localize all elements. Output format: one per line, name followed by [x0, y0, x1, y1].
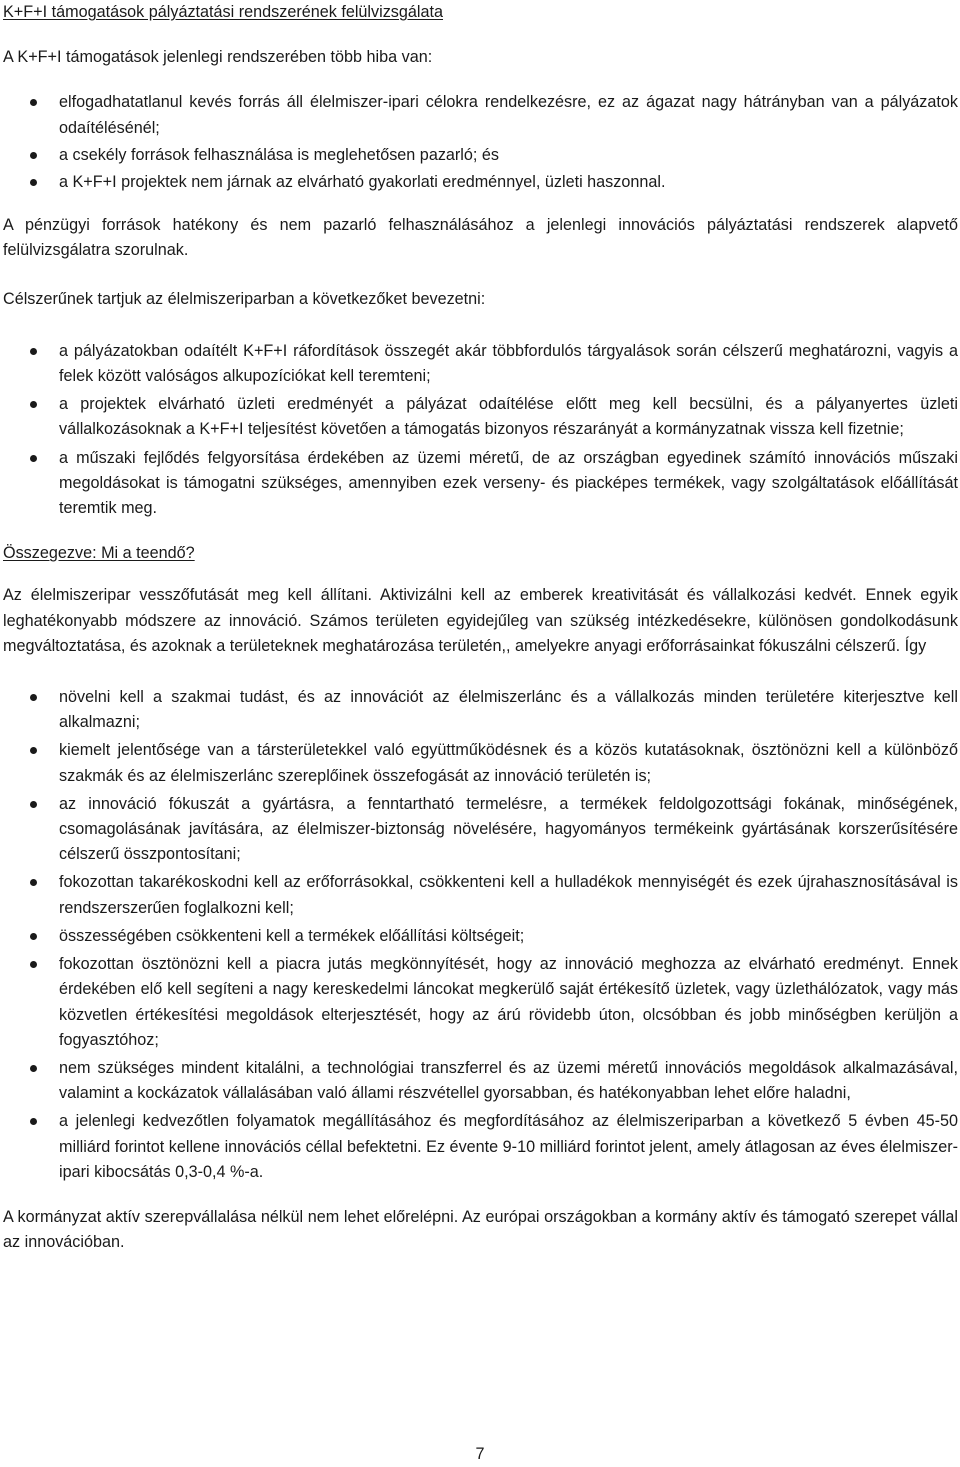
list-item: a pályázatokban odaítélt K+F+I ráfordítások összegét akár többfordulós tárgyalások során célszerű meghatározni, vagyis a felek között valóságos alkupozíciókat kell teremteni;	[3, 339, 958, 389]
page-number: 7	[475, 1445, 485, 1463]
list-item: növelni kell a szakmai tudást, és az innovációt az élelmiszerlánc és a vállalkozás minden területére kiterjesztve kell alkalmazni;	[3, 685, 958, 735]
summary-paragraph: Az élelmiszeripar vesszőfutását meg kell állítani. Aktivizálni kell az emberek kreativitását és vállalkozási kedvét. Ennek egyik leghatékonyabb módszere az innováció. Számos területen egyidejűleg van szükség intézkedésekre, különösen gondolkodásunk megváltoztatása, és azoknak a területeknek meghatározása területén,, amelyekre anyagi erőforrásainkat fókuszálni célszerű. Így	[3, 586, 958, 655]
list-item: fokozottan ösztönözni kell a piacra jutás megkönnyítését, hogy az innováció meghozza az elvárható eredményt. Ennek érdekében elő kell segíteni a nagy kereskedelmi láncokat megkerülő saját értékesítő üzletek, vagy üzlethálózatok, vagy más közvetlen értékesítési megoldások elterjesztését, hogy az árú rövidebb úton, olcsóbban és jobb minőségben kerüljön a fogyasztóhoz;	[3, 952, 958, 1053]
bullet-icon	[30, 879, 37, 886]
bullet-icon	[30, 179, 37, 186]
bullet-icon	[30, 801, 37, 808]
list-item: összességében csökkenteni kell a termékek előállítási költségeit;	[3, 924, 958, 949]
bullet-icon	[30, 401, 37, 408]
list-item: kiemelt jelentősége van a társterületekkel való együttműködésnek és a közös kutatásoknak, ösztönözni kell a különböző szakmák és az élelmiszerlánc szereplőinek összefogását az innováció területén is;	[3, 738, 958, 788]
bullet-icon	[30, 1065, 37, 1072]
bullet-icon	[30, 694, 37, 701]
list-item: a jelenlegi kedvezőtlen folyamatok megállításához és megfordításához az élelmiszeriparban a következő 5 évben 45-50 milliárd forintot kellene innovációs céllal befektetni. Ez évente 9-10 milliárd forintot jelent, amely átlagosan az éves élelmiszer-ipari kibocsátás 0,3-0,4 %-a.	[3, 1109, 958, 1185]
bullet-icon	[30, 348, 37, 355]
intro-paragraph: A K+F+I támogatások jelenlegi rendszerében több hiba van:	[3, 48, 433, 67]
review-paragraph: A pénzügyi források hatékony és nem pazarló felhasználásához a jelenlegi innovációs pályáztatási rendszerek alapvető felülvizsgálatra szorulnak.	[3, 216, 958, 260]
section-title: K+F+I támogatások pályáztatási rendszerének felülvizsgálata	[3, 3, 444, 21]
problems-list	[3, 90, 958, 195]
summary-heading: Összegezve: Mi a teendő?	[3, 544, 195, 563]
document-page	[3, 0, 958, 1255]
closing-paragraph: A kormányzat aktív szerepvállalása nélkül nem lehet előrelépni. Az európai országokban a kormány aktív és támogató szerepet vállal az innovációban.	[3, 1207, 958, 1252]
bullet-icon	[30, 455, 37, 462]
list-item: a K+F+I projektek nem járnak az elvárható gyakorlati eredménnyel, üzleti haszonnal.	[3, 170, 958, 195]
proposals-list	[3, 339, 958, 521]
bullet-icon	[30, 933, 37, 940]
proposals-intro: Célszerűnek tartjuk az élelmiszeriparban a következőket bevezetni:	[3, 289, 486, 308]
list-item: nem szükséges mindent kitalálni, a technológiai transzferrel és az üzemi méretű innovációs megoldások alkalmazásával, valamint a kockázatok vállalásában való állami részvétellel gyorsabban, és hatékonyabban lehet előre haladni,	[3, 1056, 958, 1106]
bullet-icon	[30, 152, 37, 159]
list-item: a projektek elvárható üzleti eredményét a pályázat odaítélése előtt meg kell becsülni, és a pályanyertes üzleti vállalkozásoknak a K+F+I teljesítést követően a támogatás bizonyos részarányát a kormányzatnak vissza kell fizetnie;	[3, 392, 958, 442]
list-item: a műszaki fejlődés felgyorsítása érdekében az üzemi méretű, de az országban egyedinek számító innovációs műszaki megoldásokat is támogatni szükséges, amennyiben ezek verseny- és piacképes termékek, vagy szolgáltatások előállítását teremtik meg.	[3, 446, 958, 522]
list-item: a csekély források felhasználása is meglehetősen pazarló; és	[3, 143, 958, 168]
actions-list	[3, 685, 958, 1185]
list-item: fokozottan takarékoskodni kell az erőforrásokkal, csökkenteni kell a hulladékok mennyiségét és ezek újrahasznosításával is rendszerszerűen foglalkozni kell;	[3, 870, 958, 920]
list-item: az innováció fókuszát a gyártásra, a fenntartható termelésre, a termékek feldolgozottsági fokának, minőségének, csomagolásának javítására, az élelmiszer-biztonság növelésére, hagyományos termékeink gyártásának korszerűsítésére célszerű összpontosítani;	[3, 792, 958, 868]
list-item: elfogadhatatlanul kevés forrás áll élelmiszer-ipari célokra rendelkezésre, ez az ágazat nagy hátrányban van a pályázatok odaítélésénél;	[3, 90, 958, 140]
bullet-icon	[30, 747, 37, 754]
bullet-icon	[30, 961, 37, 968]
bullet-icon	[30, 99, 37, 106]
bullet-icon	[30, 1118, 37, 1125]
